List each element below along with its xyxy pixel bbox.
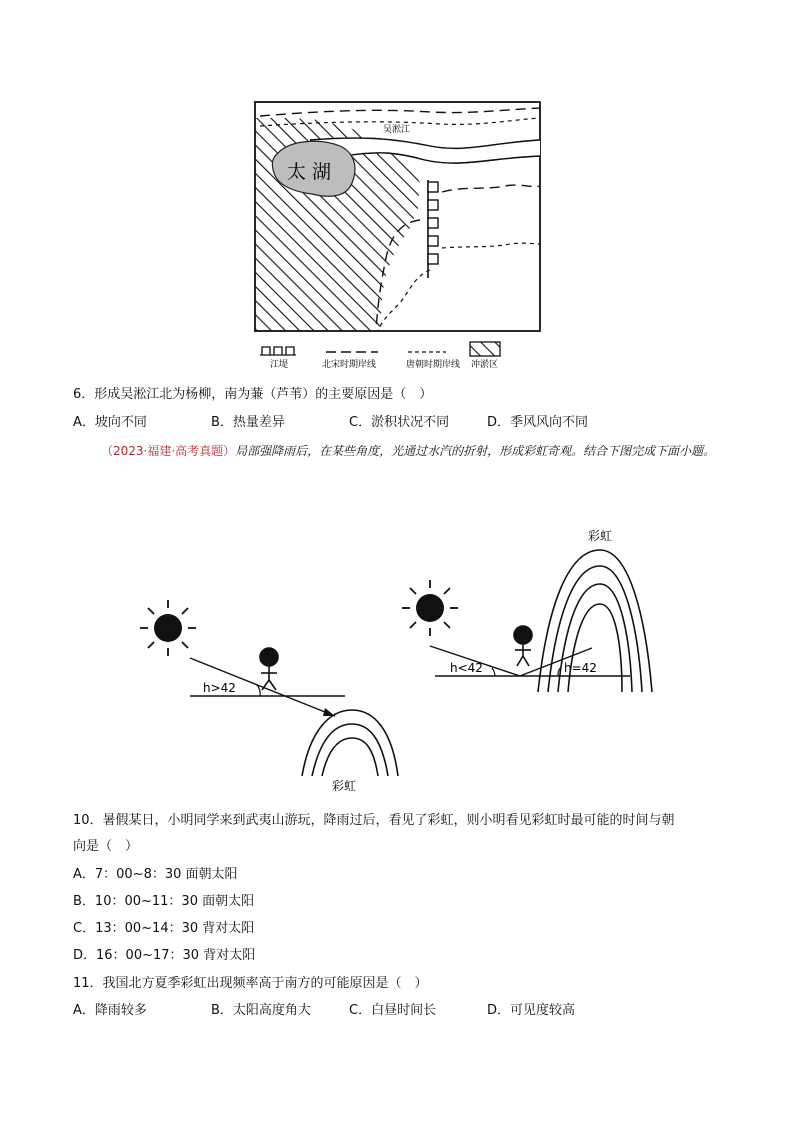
svg-text:冲淤区: 冲淤区 bbox=[471, 360, 499, 370]
levee-icon bbox=[260, 347, 296, 355]
q11-option-c: C．白昼时间长 bbox=[349, 1003, 437, 1018]
q10-option-b: B．10：00~11：30 面朝太阳 bbox=[73, 894, 255, 909]
river-label: 吴淞江 bbox=[383, 125, 411, 135]
map-legend bbox=[260, 342, 500, 370]
person-icon bbox=[260, 648, 278, 690]
q11-option-b: B．太阳高度角大 bbox=[211, 1003, 311, 1018]
sun-icon bbox=[402, 580, 458, 636]
right-diagram bbox=[402, 528, 652, 692]
q10-option-d: D．16：00~17：30 背对太阳 bbox=[73, 948, 256, 963]
q6-stem: 6．形成吴淞江北为杨柳，南为蒹（芦苇）的主要原因是（ ） bbox=[73, 387, 433, 402]
source-tag: （2023·福建·高考真题） bbox=[101, 444, 236, 458]
q11-stem: 11．我国北方夏季彩虹出现频率高于南方的可能原因是（ ） bbox=[73, 976, 428, 991]
alluvial-icon bbox=[470, 342, 500, 356]
person-icon bbox=[514, 626, 532, 666]
lake-label: 太 湖 bbox=[287, 161, 332, 183]
sun-icon bbox=[140, 600, 196, 656]
svg-text:北宋时期岸线: 北宋时期岸线 bbox=[322, 360, 377, 370]
q10-stem-line2: 向是（ ） bbox=[73, 839, 139, 854]
q6-option-b: B．热量差异 bbox=[211, 415, 285, 430]
q10-option-c: C．13：00~14：30 背对太阳 bbox=[73, 921, 255, 936]
q6-option-a: A．坡向不同 bbox=[73, 415, 147, 430]
group-intro bbox=[73, 438, 733, 464]
right-angle-left-label: h<42 bbox=[450, 661, 483, 675]
q11-option-d: D．可见度较高 bbox=[487, 1003, 576, 1018]
left-angle-label: h>42 bbox=[203, 681, 236, 695]
left-rainbow bbox=[302, 710, 398, 776]
right-rainbow-label: 彩虹 bbox=[588, 529, 613, 543]
left-rainbow-label: 彩虹 bbox=[332, 779, 357, 793]
q10-stem-line1: 10．暑假某日，小明同学来到武夷山游玩，降雨过后，看见了彩虹，则小明看见彩虹时最可能的时间与朝 bbox=[73, 813, 675, 828]
svg-text:江堤: 江堤 bbox=[270, 360, 289, 370]
rainbow-figure bbox=[130, 520, 670, 800]
taihu-map bbox=[250, 98, 546, 373]
q11-option-a: A．降雨较多 bbox=[73, 1003, 147, 1018]
svg-text:唐朝时期岸线: 唐朝时期岸线 bbox=[406, 360, 461, 370]
q10-option-a: A．7：00~8：30 面朝太阳 bbox=[73, 867, 238, 882]
intro-text: 局部强降雨后，在某些角度，光通过水汽的折射，形成彩虹奇观。结合下图完成下面小题。 bbox=[235, 444, 716, 458]
q6-option-c: C．淤积状况不同 bbox=[349, 415, 450, 430]
right-angle-right-label: h=42 bbox=[564, 661, 597, 675]
left-diagram bbox=[140, 600, 398, 793]
q6-option-d: D．季风风向不同 bbox=[487, 415, 589, 430]
